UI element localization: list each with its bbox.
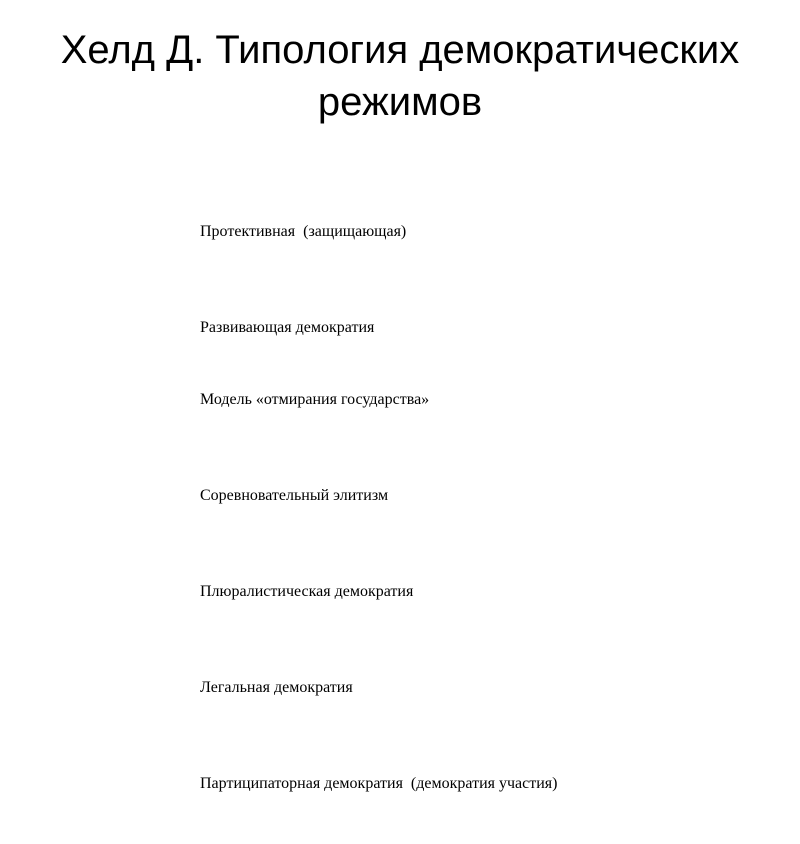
slide-title-line-1: Хелд Д. Типология демократических <box>60 28 740 72</box>
slide-title <box>40 24 760 128</box>
list-item-withering-state-model: Модель «отмирания государства» <box>200 391 430 408</box>
regime-types-list <box>200 172 557 844</box>
list-item-protective: Протективная (защищающая) <box>200 223 407 240</box>
list-item-competitive-elitism: Соревновательный элитизм <box>200 487 389 504</box>
list-item-pluralist: Плюралистическая демократия <box>200 583 414 600</box>
list-item-legal: Легальная демократия <box>200 679 353 696</box>
list-item-participatory: Партиципаторная демократия (демократия участия) <box>200 775 558 792</box>
list-item-developmental: Развивающая демократия <box>200 319 375 336</box>
slide-title-line-2: режимов <box>317 80 483 124</box>
